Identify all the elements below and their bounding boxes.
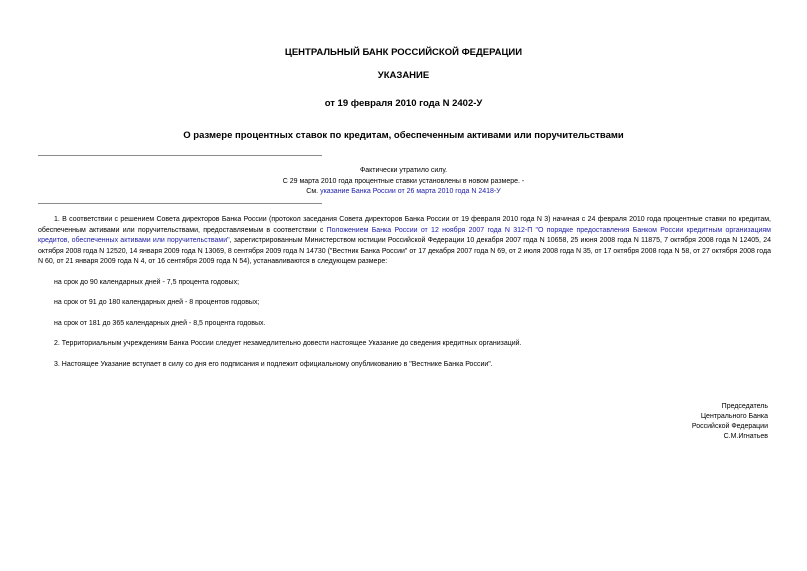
rate-item-91-180-days: на срок от 91 до 180 календарных дней - 8 процентов годовых; bbox=[54, 299, 260, 306]
document-type: УКАЗАНИЕ bbox=[377, 70, 430, 81]
paragraph-2: 2. Территориальным учреждениям Банка России следует незамедлительно довести настоящее Указание до сведения кредитных организаций. bbox=[54, 340, 522, 347]
rate-item-90-days: на срок до 90 календарных дней - 7,5 процента годовых; bbox=[54, 279, 240, 286]
regulation-312p-link[interactable]: Положением Банка России от 12 ноября 2007 года N 312-П "О порядке предоставления Банком России кредитным организациям кредитов, обеспеченных активами или поручительствами" bbox=[38, 226, 771, 245]
signatory-position: Председатель bbox=[721, 403, 768, 410]
rate-item-181-365-days: на срок от 181 до 365 календарных дней - 8,5 процента годовых. bbox=[54, 320, 266, 327]
signatory-organization: Центрального Банка bbox=[700, 413, 768, 420]
paragraph-1 bbox=[38, 215, 771, 268]
top-divider bbox=[38, 155, 322, 156]
issuer-title: ЦЕНТРАЛЬНЫЙ БАНК РОССИЙСКОЙ ФЕДЕРАЦИИ bbox=[284, 47, 523, 58]
paragraph-1-text-a: 1. В соответствии с решением Совета директоров Банка России (протокол заседания Совета директоров Банка России от 19 февраля 2010 года N 3) начиная с 24 февраля 2010 года процентные ставки по кредитам, обеспеченным активами или поручительствами, предоставляемым в соответствии с bbox=[38, 216, 771, 234]
status-note-prefix: См. bbox=[306, 188, 321, 195]
status-note-line2: С 29 марта 2010 года процентные ставки установлены в новом размере. - bbox=[282, 178, 525, 185]
signatory-country: Российской Федерации bbox=[691, 423, 768, 430]
status-note-line1: Фактически утратило силу. bbox=[359, 167, 448, 174]
paragraph-1-text-b: , зарегистрированным Министерством юстиции Российской Федерации 10 декабря 2007 года N 10658, 25 июня 2008 года N 11875, 7 октября 2008 года N 12405, 24 октября 2008 года N 12520, 14 января 2009 года N 13069, 8 сентября 2009 года N 14730 ("Вестник Банка России" от 17 декабря 2007 года N 69, от 2 июля 2008 года N 35, от 17 октября 2008 года N 58, от 27 октября 2008 года N 60, от 21 января 2009 года N 4, от 16 сентября 2009 года N 54), устанавливаются в следующем размере: bbox=[38, 237, 771, 266]
status-note-line3 bbox=[0, 188, 807, 195]
amending-instruction-link[interactable]: указание Банка России от 26 марта 2010 года N 2418-У bbox=[320, 188, 501, 195]
document-date-number: от 19 февраля 2010 года N 2402-У bbox=[324, 98, 483, 109]
document-subject: О размере процентных ставок по кредитам, обеспеченным активами или поручительствами bbox=[183, 130, 624, 141]
paragraph-3: 3. Настоящее Указание вступает в силу со дня его подписания и подлежит официальному опубликованию в "Вестнике Банка России". bbox=[54, 361, 493, 368]
bottom-divider bbox=[38, 203, 322, 204]
signatory-name: С.М.Игнатьев bbox=[723, 433, 768, 440]
